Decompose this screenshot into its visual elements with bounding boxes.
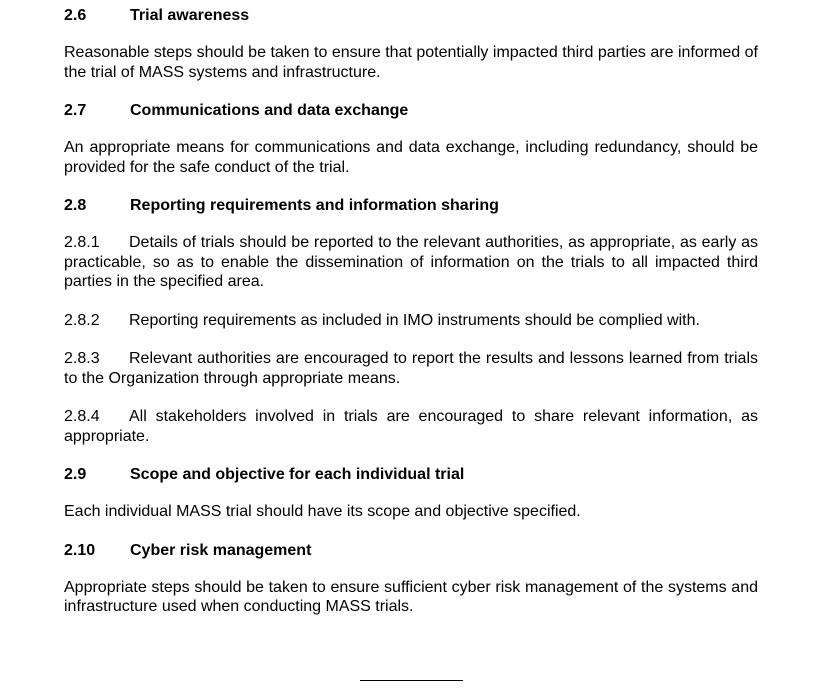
paragraph-number: 2.8.4 [64, 408, 100, 425]
section-number: 2.9 [64, 466, 87, 483]
end-of-document-rule [360, 680, 463, 681]
paragraph-2-8-3 [64, 349, 758, 388]
paragraph-text: An appropriate means for communications and data exchange, including redundancy, should be provided for the safe conduct of the trial. [64, 139, 758, 176]
section-heading-2-9 [64, 465, 758, 484]
section-heading-2-6 [64, 6, 758, 25]
section-number: 2.8 [64, 197, 87, 214]
paragraph-number: 2.8.1 [64, 234, 100, 251]
section-2-10-paragraph [64, 578, 758, 617]
paragraph-text: Reasonable steps should be taken to ensure that potentially impacted third parties are informed of the trial of MASS systems and infrastructure. [64, 44, 758, 81]
section-title: Reporting requirements and information sharing [130, 197, 499, 214]
section-heading-2-7 [64, 101, 758, 120]
paragraph-number: 2.8.3 [64, 350, 100, 367]
paragraph-text: Appropriate steps should be taken to ensure sufficient cyber risk management of the systems and infrastructure used when conducting MASS trials. [64, 578, 758, 615]
paragraph-text: Details of trials should be reported to the relevant authorities, as appropriate, as early as practicable, so as to enable the dissemination of information on the trials to all impacted third parties in the specified area. [64, 234, 758, 290]
section-2-6-paragraph [64, 43, 758, 82]
section-number: 2.6 [64, 7, 87, 24]
paragraph-number: 2.8.2 [64, 311, 100, 329]
paragraph-2-8-1 [64, 233, 758, 292]
section-title: Scope and objective for each individual trial [130, 466, 465, 483]
section-2-7-paragraph [64, 138, 758, 177]
section-number: 2.7 [64, 102, 87, 119]
paragraph-text: Each individual MASS trial should have its scope and objective specified. [64, 503, 581, 520]
section-title: Trial awareness [130, 7, 250, 24]
paragraph-text: All stakeholders involved in trials are encouraged to share relevant information, as appropriate. [64, 408, 758, 445]
section-heading-2-8 [64, 196, 758, 215]
section-2-9-paragraph [64, 502, 758, 522]
document-page [64, 6, 758, 636]
paragraph-text: Reporting requirements as included in IMO instruments should be complied with. [129, 311, 700, 329]
section-heading-2-10 [64, 541, 758, 560]
paragraph-text: Relevant authorities are encouraged to report the results and lessons learned from trials to the Organization through appropriate means. [64, 350, 758, 387]
section-number: 2.10 [64, 541, 96, 559]
section-title: Communications and data exchange [130, 102, 409, 119]
paragraph-2-8-2 [64, 311, 758, 331]
paragraph-2-8-4 [64, 407, 758, 446]
section-title: Cyber risk management [130, 541, 312, 559]
